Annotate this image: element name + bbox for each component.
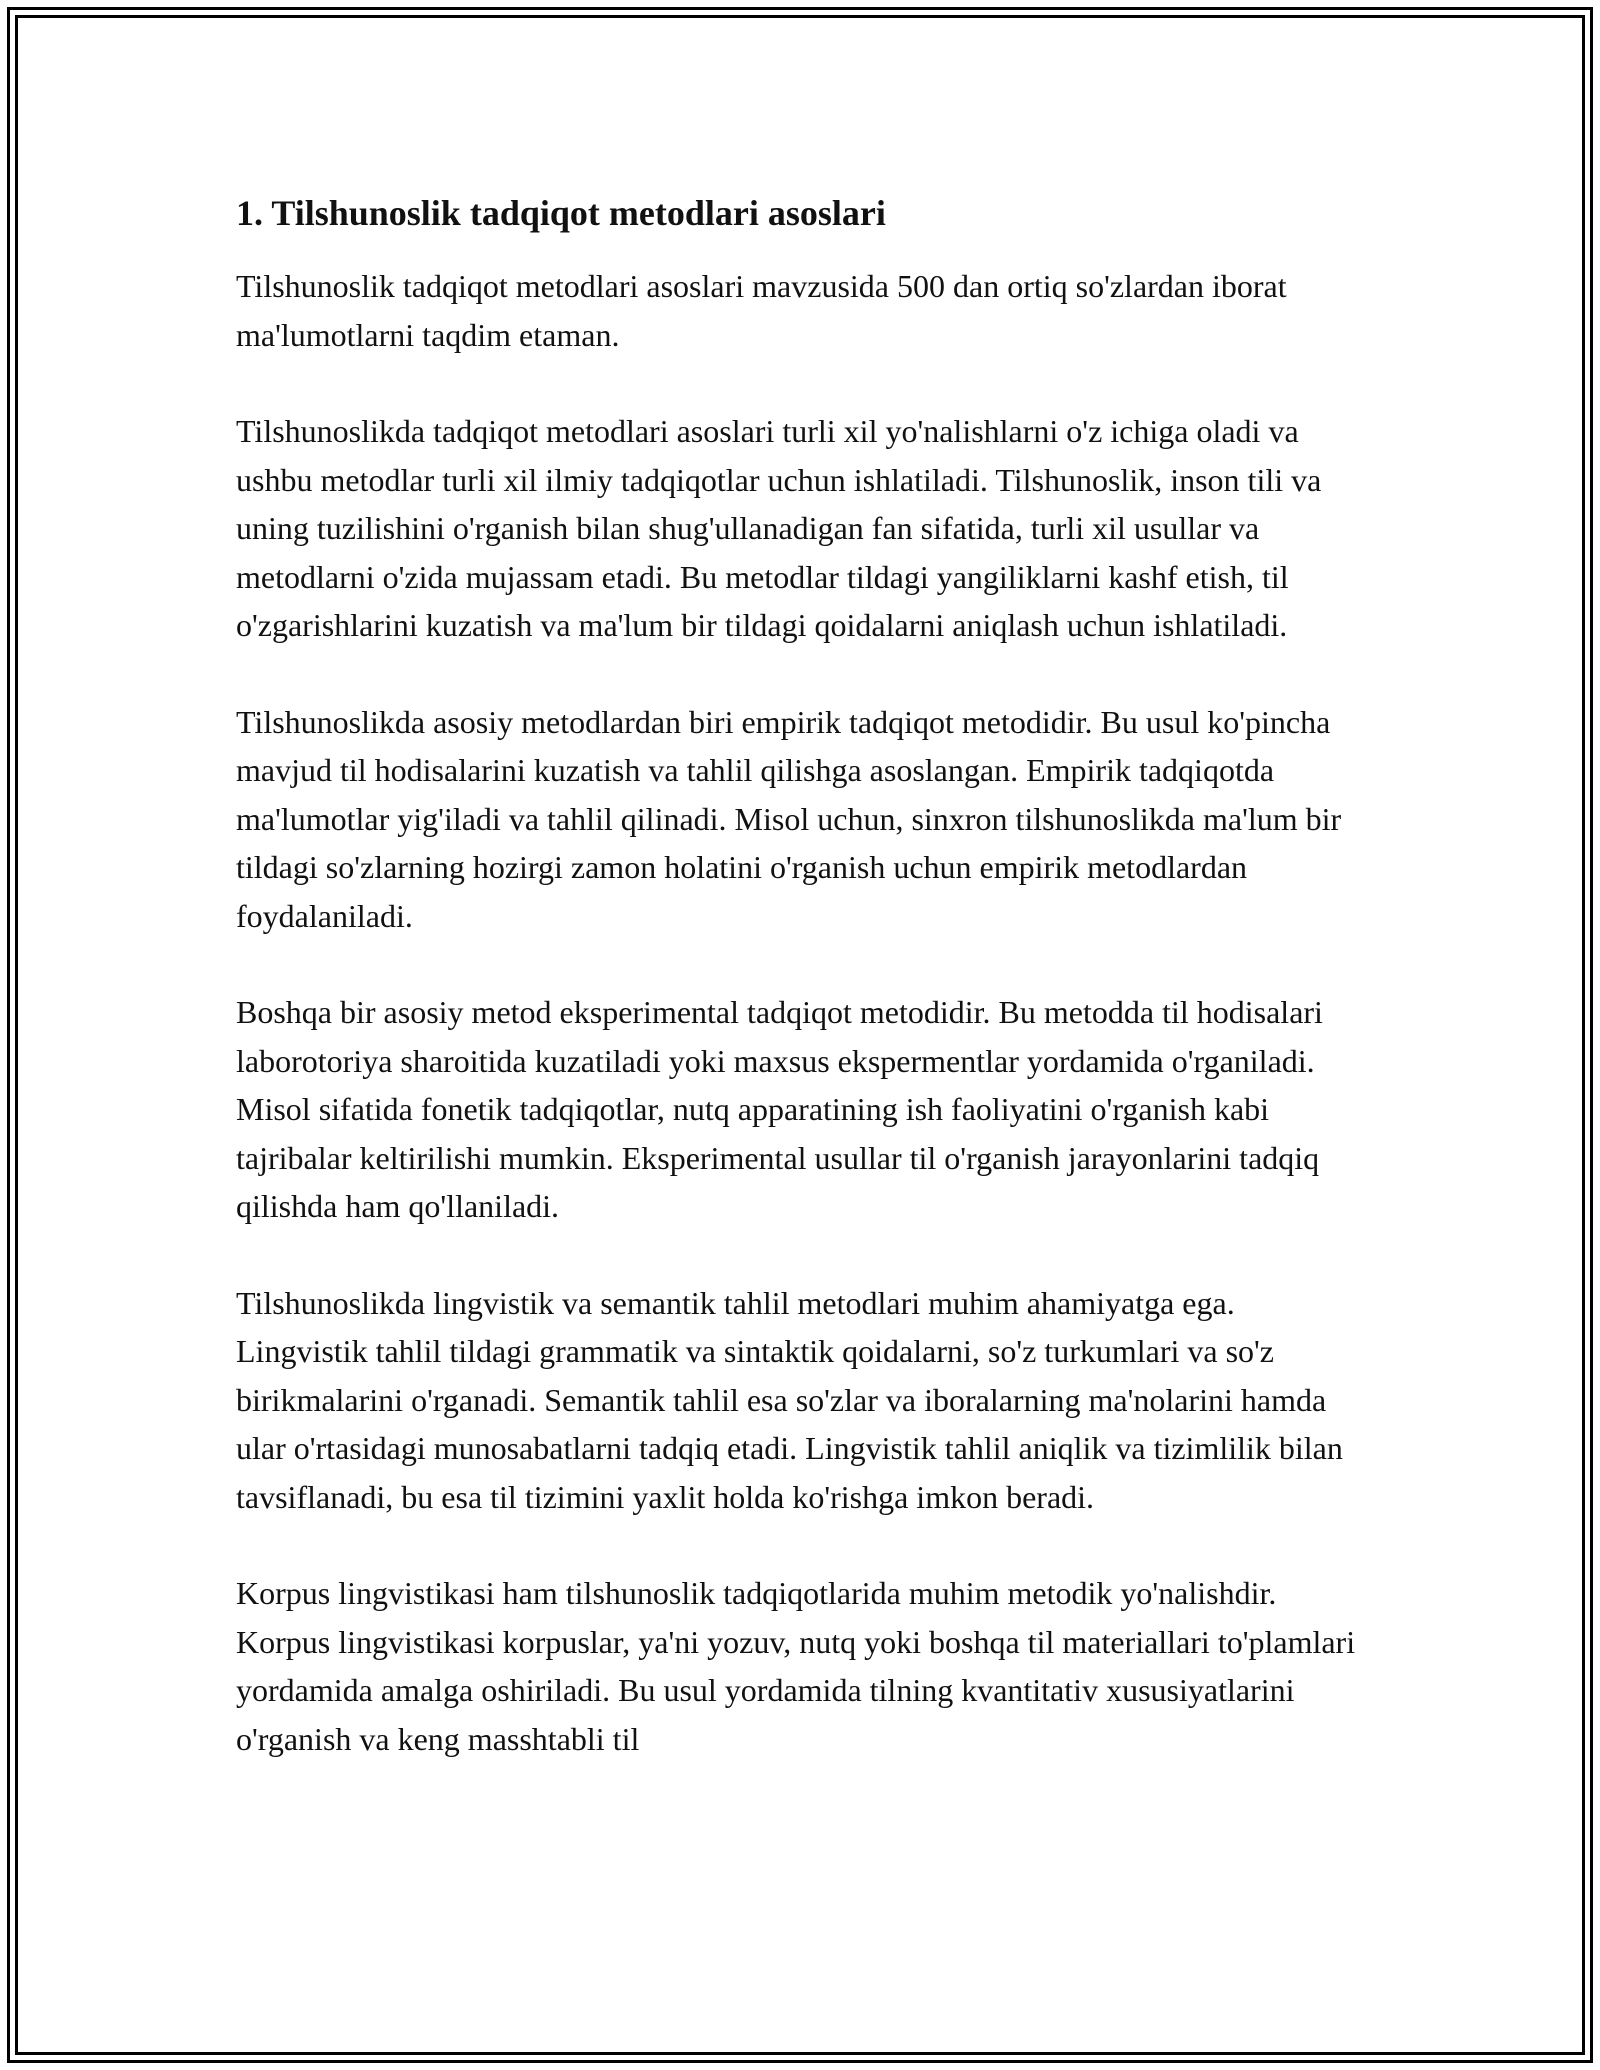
paragraph-empirical-method: Tilshunoslikda asosiy metodlardan biri empirik tadqiqot metodidir. Bu usul ko'pincha mavjud til hodisalarini kuzatish va tahlil qilishga asoslangan. Empirik tadqiqotda ma'lumotlar yig'iladi va tahlil qilinadi. Misol uchun, sinxron tilshunoslikda ma'lum bir tildagi so'zlarning hozirgi zamon holatini o'rganish uchun empirik metodlardan foydalaniladi. xyxy=(236,703,1342,934)
paragraph-corpus-linguistics: Korpus lingvistikasi ham tilshunoslik tadqiqotlarida muhim metodik yo'nalishdir. Korpus lingvistikasi korpuslar, ya'ni yozuv, nutq yoki boshqa til materiallari to'plamlari yordamida amalga oshiriladi. Bu usul yordamida tilning kvantitativ xususiyatlarini o'rganish va keng masshtabli til xyxy=(236,1575,1356,1757)
paragraph-intro: Tilshunoslik tadqiqot metodlari asoslari mavzusida 500 dan ortiq so'zlardan iborat ma'lumotlarni taqdim etaman. xyxy=(236,268,1287,353)
document-body xyxy=(236,186,1366,1811)
paragraph-linguistic-semantic-analysis: Tilshunoslikda lingvistik va semantik tahlil metodlari muhim ahamiyatga ega. Lingvistik tahlil tildagi grammatik va sintaktik qoidalarni, so'z turkumlari va so'z birikmalarini o'rganadi. Semantik tahlil esa so'zlar va iboralarning ma'nolarini hamda ular o'rtasidagi munosabatlarni tadqiq etadi. Lingvistik tahlil aniqlik va tizimlilik bilan tavsiflanadi, bu esa til tizimini yaxlit holda ko'rishga imkon beradi. xyxy=(236,1284,1343,1515)
paragraph-overview: Tilshunoslikda tadqiqot metodlari asoslari turli xil yo'nalishlarni o'z ichiga oladi va ushbu metodlar turli xil ilmiy tadqiqotlar uchun ishlatiladi. Tilshunoslik, inson tili va uning tuzilishini o'rganish bilan shug'ullanadigan fan sifatida, turli xil usullar va metodlarni o'zida mujassam etadi. Bu metodlar tildagi yangiliklarni kashf etish, til o'zgarishlarini kuzatish va ma'lum bir tildagi qoidalarni aniqlash uchun ishlatiladi. xyxy=(236,413,1322,643)
section-heading: 1. Tilshunoslik tadqiqot metodlari asoslari xyxy=(236,193,886,233)
paragraph-experimental-method: Boshqa bir asosiy metod eksperimental tadqiqot metodidir. Bu metodda til hodisalari laborotoriya sharoitida kuzatiladi yoki maxsus ekspermentlar yordamida o'rganiladi. Misol sifatida fonetik tadqiqotlar, nutq apparatining ish faoliyatini o'rganish kabi tajribalar keltirilishi mumkin. Eksperimental usullar til o'rganish jarayonlarini tadqiq qilishda ham qo'llaniladi. xyxy=(236,994,1323,1224)
